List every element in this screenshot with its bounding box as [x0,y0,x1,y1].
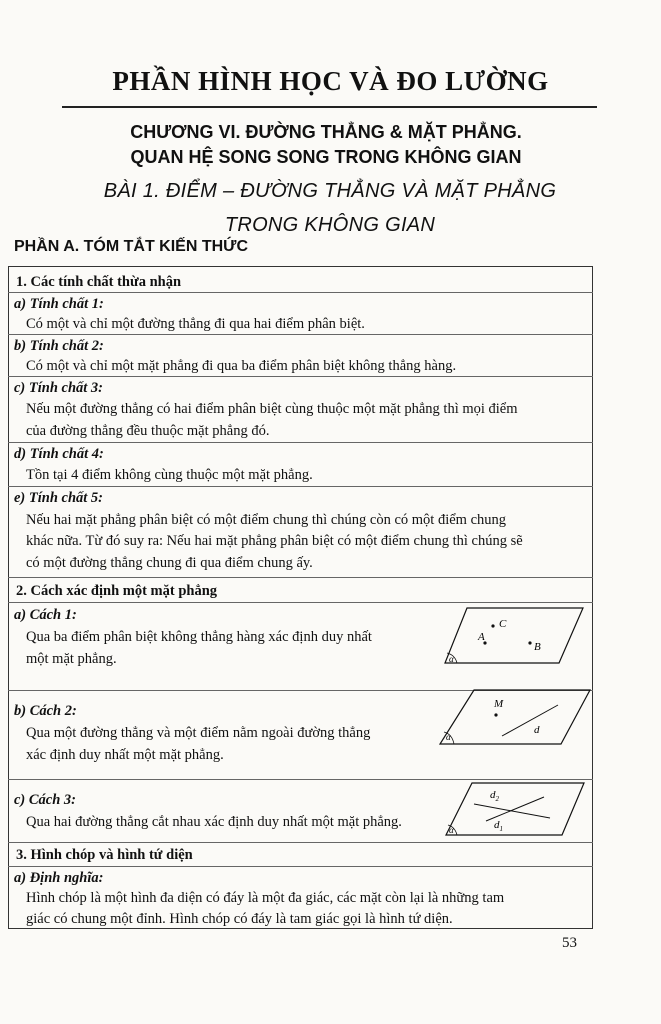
method1-label: a) Cách 1: [14,607,77,623]
property2-label: b) Tính chất 2: [14,338,104,354]
point-m [494,713,497,716]
line-d2-label: $d_2$ [490,789,499,803]
title-underline [62,106,597,108]
point-c-label: C [499,618,507,630]
page-number: 53 [562,935,577,951]
method1-text-line2: một mặt phẳng. [26,651,117,667]
figure-plane-three-points [445,605,585,667]
method2-text-line1: Qua một đường thẳng và một điểm nằm ngoài đường thẳng [26,725,371,741]
section-divider [8,602,593,603]
property2-text: Có một và chỉ một mặt phẳng đi qua ba điểm phân biệt không thẳng hàng. [26,358,457,374]
section-divider [8,779,593,780]
property5-text-line1: Nếu hai mặt phẳng phân biệt có một điểm chung thì chúng còn có một điểm chung [26,512,507,528]
section-divider [8,442,593,443]
property1-text: Có một và chỉ một đường thẳng đi qua hai điểm phân biệt. [26,316,365,332]
section-divider [8,842,593,843]
chapter-title [60,120,620,170]
figure-plane-line-point [440,688,590,748]
lesson-title-line2: TRONG KHÔNG GIAN [224,214,436,236]
section2-heading: 2. Cách xác định một mặt phẳng [16,583,218,599]
property4-label: d) Tính chất 4: [14,446,104,462]
section-divider [8,866,593,867]
point-m-label: M [494,698,504,710]
property5-label: e) Tính chất 5: [14,490,104,506]
line-d [502,705,558,736]
figure-plane-two-lines [446,781,584,839]
lesson-title [40,174,620,242]
method3-text: Qua hai đường thẳng cắt nhau xác định duy nhất một mặt phẳng. [26,814,402,830]
property5-text-line2: khác nữa. Từ đó suy ra: Nếu hai mặt phẳng phân biệt có một điểm chung thì chúng sẽ [26,533,523,549]
point-b-label: B [534,641,541,653]
method2-text-line2: xác định duy nhất một mặt phẳng. [26,747,224,763]
definition-text-line1: Hình chóp là một hình đa diện có đáy là một đa giác, các mặt còn lại là những tam [26,890,505,906]
section-divider [8,577,593,578]
plane-outline [440,690,590,744]
property4-text: Tồn tại 4 điểm không cùng thuộc một mặt phẳng. [26,467,313,483]
property5-text-line3: có một đường thẳng chung đi qua điểm chung ấy. [26,555,313,571]
point-c [491,624,494,627]
part-title: PHẦN HÌNH HỌC VÀ ĐO LƯỜNG [112,66,549,96]
property3-label: c) Tính chất 3: [14,380,104,396]
chapter-title-line1: CHƯƠNG VI. ĐƯỜNG THẲNG & MẶT PHẲNG. [130,122,522,142]
property3-text-line2: của đường thẳng đều thuộc mặt phẳng đó. [26,423,270,439]
section-divider [8,376,593,377]
section-divider [8,486,593,487]
point-a-label: A [478,631,485,643]
method1-text-line1: Qua ba điểm phân biệt không thẳng hàng xác định duy nhất [26,629,372,645]
definition-label: a) Định nghĩa: [14,870,104,886]
method3-label: c) Cách 3: [14,792,77,808]
section-divider [8,334,593,335]
lesson-title-line1: BÀI 1. ĐIỂM – ĐƯỜNG THẲNG VÀ MẶT PHẲNG [103,180,557,202]
definition-text-line2: giác có chung một đỉnh. Hình chóp có đáy là tam giác gọi là hình tứ diện. [26,911,453,927]
line-d1-label: $d_1$ [494,819,503,833]
plane-outline [445,608,583,663]
point-b [528,641,531,644]
section1-heading: 1. Các tính chất thừa nhận [16,274,182,290]
section3-heading: 3. Hình chóp và hình tứ diện [16,847,193,863]
property3-text-line1: Nếu một đường thẳng có hai điểm phân biệt cùng thuộc một mặt phẳng thì mọi điểm [26,401,518,417]
line-d2 [474,804,550,818]
line-d-label: d [534,724,540,736]
section-divider [8,292,593,293]
method2-label: b) Cách 2: [14,703,77,719]
plane-label: α [449,825,454,835]
section-a-title: PHẦN A. TÓM TẮT KIẾN THỨC [14,238,248,255]
chapter-title-line2: QUAN HỆ SONG SONG TRONG KHÔNG GIAN [130,147,522,167]
plane-label: α [449,654,454,664]
property1-label: a) Tính chất 1: [14,296,104,312]
plane-label: α [446,732,451,742]
